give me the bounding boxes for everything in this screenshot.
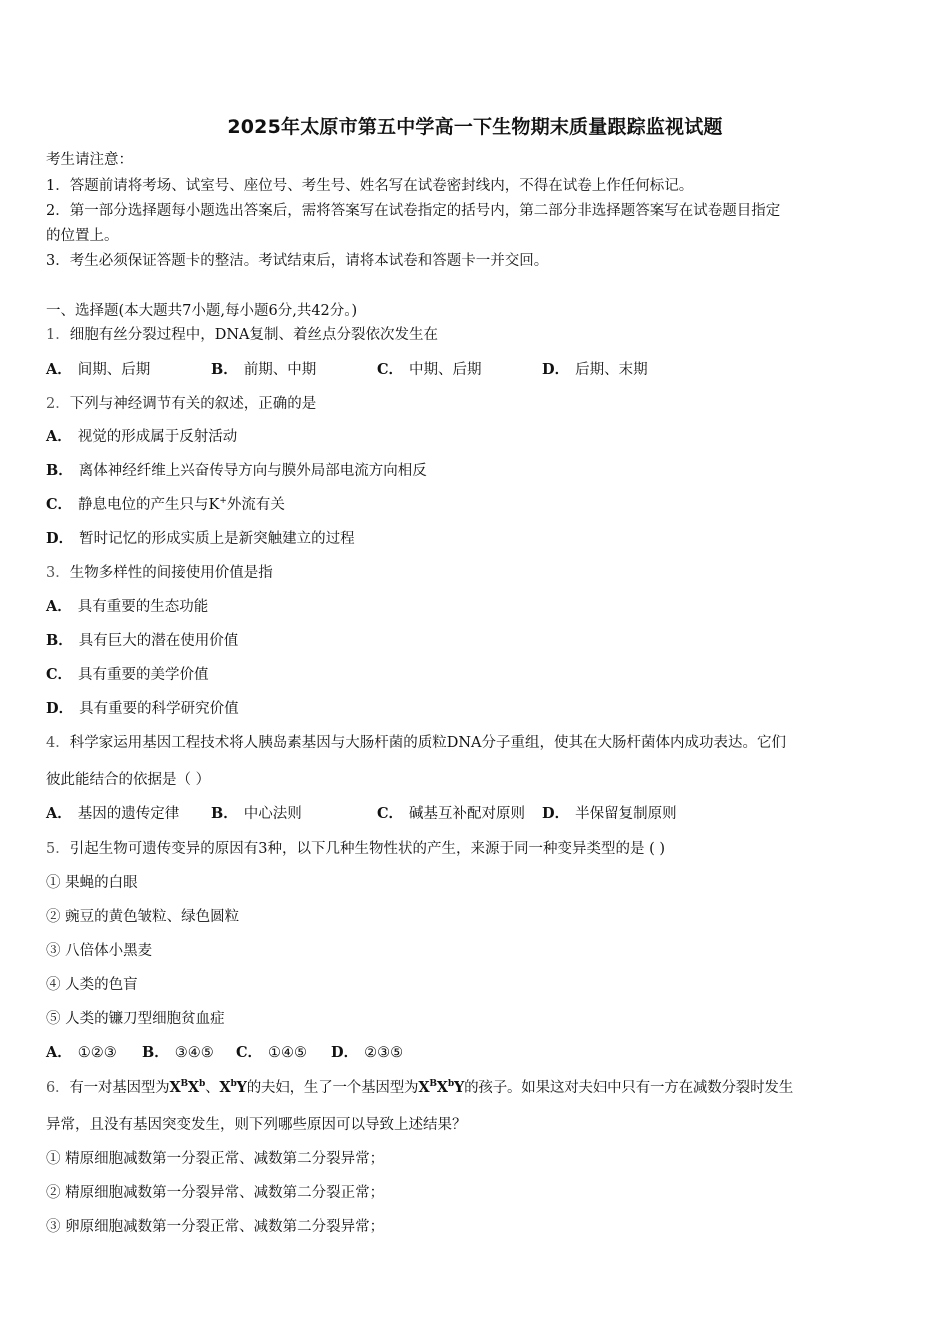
option-label: A． [46,361,72,378]
superscript: b [198,1079,206,1090]
question-number: 1． [46,327,70,343]
q4-option-d[interactable] [542,807,677,822]
q2-option-c[interactable] [46,498,285,513]
genotype-part: X [169,1079,181,1096]
option-text: ①②③ [77,1045,117,1061]
option-text: 静息电位的产生只与K [78,497,220,513]
list-item: ② 豌豆的黄色皱粒、绿色圆粒 [46,909,240,925]
question-number: 2． [46,396,70,412]
option-label: C． [377,361,404,378]
q4-option-c[interactable] [377,807,525,822]
notice-item: 2．第一部分选择题每小题选出答案后，需将答案写在试卷指定的括号内，第二部分非选择题答案写在试卷题目指定 [46,203,781,219]
q1-option-d[interactable] [542,363,648,378]
option-text: ①④⑤ [268,1045,308,1061]
q5-option-b[interactable] [142,1046,214,1061]
option-text: 中心法则 [243,806,302,822]
option-label: D． [46,700,74,717]
list-item: ④ 人类的色盲 [46,977,138,993]
option-text: 半保留复制原则 [575,806,677,822]
option-label: B． [211,805,238,822]
question-text: 科学家运用基因工程技术将人胰岛素基因与大肠杆菌的质粒DNA分子重组，使其在大肠杆菌体内成功表达。它们 [69,735,787,751]
genotype [219,1079,246,1096]
question-2-stem [46,397,316,412]
list-item: ② 精原细胞减数第一分裂异常、减数第二分裂正常； [46,1185,385,1201]
option-text: 中期、后期 [409,362,482,378]
option-label: B． [142,1044,169,1061]
q5-option-d[interactable] [331,1046,403,1061]
option-label: A． [46,598,72,615]
list-item: ③ 卵原细胞减数第一分裂正常、减数第二分裂异常； [46,1219,385,1235]
genotype [169,1079,205,1096]
question-number: 5． [46,841,70,857]
option-text: ②③⑤ [364,1045,404,1061]
list-item: ① 精原细胞减数第一分裂正常、减数第二分裂异常； [46,1151,385,1167]
genotype-part: X [418,1079,430,1096]
superscript: B [180,1079,188,1090]
q1-option-a[interactable] [46,363,150,378]
question-6-stem [46,1081,793,1096]
question-number: 4． [46,735,70,751]
genotype-part: X [219,1079,231,1096]
genotype-part: X [436,1079,448,1096]
option-label: D． [331,1044,359,1061]
question-5-stem [46,842,665,857]
q2-option-d[interactable] [46,532,355,547]
option-text: ③④⑤ [174,1045,214,1061]
list-item: ③ 八倍体小黑麦 [46,943,153,959]
option-label: D． [46,530,74,547]
question-number: 3． [46,565,70,581]
superscript: B [429,1079,437,1090]
option-label: D． [542,805,570,822]
question-4-stem [46,736,786,751]
question-6-stem-cont: 异常，且没有基因突变发生，则下列哪些原因可以导致上述结果？ [46,1117,467,1133]
q3-option-d[interactable] [46,702,239,717]
question-text: 、 [205,1080,220,1096]
q4-option-a[interactable] [46,807,179,822]
option-text: 离体神经纤维上兴奋传导方向与膜外局部电流方向相反 [78,463,427,479]
q3-option-c[interactable] [46,668,209,683]
q3-option-a[interactable] [46,600,208,615]
option-label: A． [46,428,72,445]
q2-option-b[interactable] [46,464,427,479]
section-heading: 一、选择题(本大题共7小题,每小题6分,共42分。) [46,303,358,319]
option-text: 具有重要的美学价值 [78,667,209,683]
option-text: 具有重要的科学研究价值 [79,701,239,717]
list-item: ① 果蝇的白眼 [46,875,138,891]
option-text: 视觉的形成属于反射活动 [77,429,238,445]
q1-option-b[interactable] [211,363,316,378]
superscript: b [230,1079,237,1090]
genotype [418,1079,464,1096]
option-text: 前期、中期 [243,362,317,378]
option-text: 具有重要的生态功能 [77,599,209,615]
option-text: 暂时记忆的形成实质上是新突触建立的过程 [79,531,355,547]
superscript: b [447,1079,454,1090]
option-text: 基因的遗传定律 [77,806,180,822]
genotype-part: Y [236,1079,247,1096]
option-label: B． [46,632,73,649]
notice-item: 的位置上。 [46,228,119,244]
q2-option-a[interactable] [46,430,237,445]
question-3-stem [46,566,273,581]
question-text: 生物多样性的间接使用价值是指 [69,565,273,581]
notice-item: 3．考生必须保证答题卡的整洁。考试结束后，请将本试卷和答题卡一并交回。 [46,253,549,269]
question-text: 引起生物可遗传变异的原因有3种，以下几种生物性状的产生，来源于同一种变异类型的是 ( ) [69,841,665,857]
question-text: 的夫妇，生了一个基因型为 [246,1080,419,1096]
q3-option-b[interactable] [46,634,238,649]
option-label: C． [236,1044,263,1061]
option-label: C． [46,666,73,683]
superscript: + [219,496,227,507]
option-label: B． [46,462,73,479]
option-text: 间期、后期 [77,362,151,378]
option-label: C． [46,496,73,513]
genotype-part: Y [453,1079,465,1096]
option-text: 外流有关 [226,497,285,513]
notice-item: 1．答题前请将考场、试室号、座位号、考生号、姓名写在试卷密封线内，不得在试卷上作任何标记。 [46,178,694,194]
question-text: 下列与神经调节有关的叙述，正确的是 [69,396,317,412]
question-text: 的孩子。如果这对夫妇中只有一方在减数分裂时发生 [464,1080,794,1096]
option-label: D． [542,361,570,378]
option-label: A． [46,805,72,822]
genotype-part: X [187,1079,199,1096]
option-text: 碱基互补配对原则 [409,806,526,822]
option-text: 具有巨大的潜在使用价值 [78,633,239,649]
option-text: 后期、末期 [575,362,648,378]
q5-option-a[interactable] [46,1046,117,1061]
question-text: 有一对基因型为 [69,1080,170,1096]
list-item: ⑤ 人类的镰刀型细胞贫血症 [46,1011,225,1027]
q1-option-c[interactable] [377,363,482,378]
exam-title: 2025年太原市第五中学高一下生物期末质量跟踪监视试题 [227,116,723,138]
notice-heading: 考生请注意： [46,152,133,168]
q5-option-c[interactable] [236,1046,307,1061]
option-label: A． [46,1044,72,1061]
question-text: 细胞有丝分裂过程中，DNA复制、着丝点分裂依次发生在 [69,327,439,343]
option-label: B． [211,361,238,378]
question-1-stem [46,328,438,343]
option-label: C． [377,805,404,822]
q4-option-b[interactable] [211,807,302,822]
question-number: 6． [46,1080,70,1096]
question-4-stem-cont: 彼此能结合的依据是（ ） [46,772,211,788]
